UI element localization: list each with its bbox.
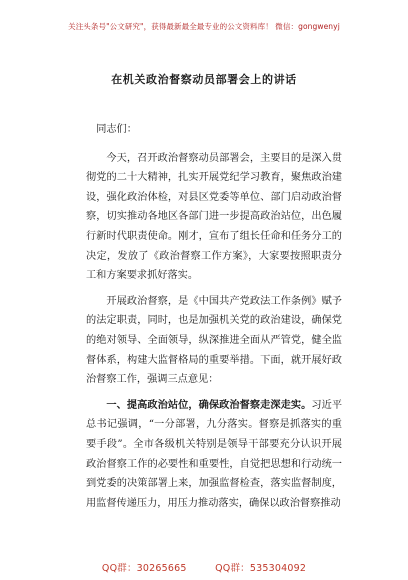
section-1-text: 习近平总书记强调，“一分部署，九分落实。督察是抓落实的重要手段”。全市各级机关特别是领导干部要充分认识开展政治督察工作的必要性和重要性，自觉把思想和行动统一到党委的决策部署上来，加强监督检查，落实监督制度，用监督传递压力，用压力推动落实，确保以政治督察推动 (86, 399, 343, 509)
paragraph-1: 今天，召开政治督察动员部署会，主要目的是深入贯彻党的二十大精神，扎实开展党纪学习教育，聚焦政治建设，强化政治体检，对县区党委等单位、部门启动政治督察，切实推动各地区各部门进一步提高政治站位，出色履行新时代职责使命。刚才，宣布了组长任命和任务分工的决定，发放了《政治督察工作方案》，大家要按照职责分工和方案要求抓好落实。 (86, 152, 342, 282)
qq-group-2: QQ群：535304092 (215, 563, 307, 574)
promo-header: 关注头条号"公文研究"，获得最新最全最专业的公文资料库！ 微信：gongwenyj (68, 22, 340, 31)
greeting: 同志们： (96, 124, 137, 135)
footer (0, 560, 408, 574)
document-body (86, 120, 342, 513)
section-1-heading: 一、提高政治站位，确保政治督察走深走实。 (106, 399, 312, 411)
section-1 (86, 396, 342, 514)
document-title: 在机关政治督察动员部署会上的讲话 (111, 73, 297, 86)
qq-group-1: QQ群：30265665 (101, 563, 187, 574)
paragraph-2: 开展政治督察，是《中国共产党政法工作条例》赋予的法定职责，同时，也是加强机关党的政治建设，确保党的绝对领导、全面领导，纵深推进全面从严管党，健全监督体系，构建大监督格局的重要举措。下面，就开展好政治督察工作，强调三点意见： (86, 295, 342, 386)
